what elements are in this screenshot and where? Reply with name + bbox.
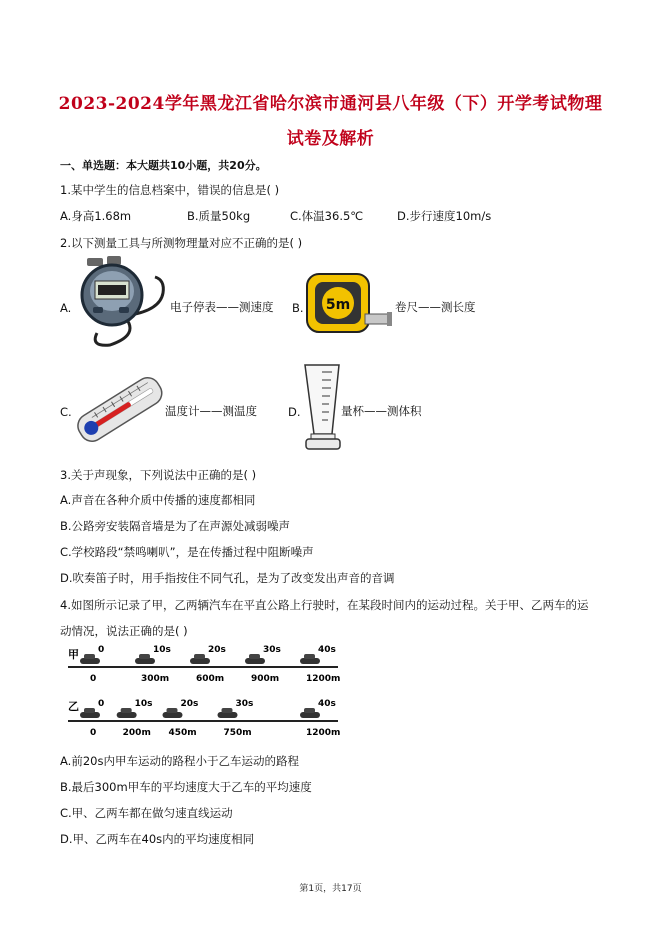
tape-measure-image <box>305 268 395 336</box>
question-4-option-b: B.最后300m甲车的平均速度大于乙车的平均速度 <box>60 780 312 794</box>
car-1-snapshot <box>300 654 320 664</box>
time-label: 30s <box>235 699 254 709</box>
time-label: 20s <box>180 699 199 709</box>
question-2-option-d-text: 量杯——测体积 <box>341 404 422 418</box>
distance-label: 200m <box>122 728 151 738</box>
question-3-option-d: D.吹奏笛子时，用手指按住不同气孔，是为了改变发出声音的音调 <box>60 571 395 585</box>
car-1-snapshot <box>80 654 100 664</box>
car-2-snapshot <box>300 708 320 718</box>
question-2-option-b-letter: B. <box>292 301 304 315</box>
question-2-option-a-text: 电子停表——测速度 <box>170 300 274 314</box>
distance-label: 1200m <box>306 728 341 738</box>
page-title-line1: 2023-2024学年黑龙江省哈尔滨市通河县八年级（下）开学考试物理 <box>58 94 603 114</box>
distance-label: 300m <box>141 674 170 684</box>
section-heading: 一、单选题：本大题共10小题，共20分。 <box>60 159 267 172</box>
car-2-snapshot <box>218 708 238 718</box>
car-motion-figure <box>68 644 348 746</box>
car-1-label: 甲 <box>68 648 79 661</box>
time-label: 40s <box>318 699 336 709</box>
distance-label: 600m <box>196 674 225 684</box>
question-2-option-c-text: 温度计——测温度 <box>165 404 257 418</box>
question-1-option-d: D.步行速度10m/s <box>397 209 492 223</box>
car-2-snapshot <box>80 708 100 718</box>
distance-label: 750m <box>223 728 252 738</box>
question-4-stem-line1: 4.如图所示记录了甲，乙两辆汽车在平直公路上行驶时，在某段时间内的运动过程。关于甲、乙两车的运 <box>60 598 589 612</box>
car-2-snapshot <box>163 708 183 718</box>
distance-label: 1200m <box>306 674 341 684</box>
tape-logo: 5m <box>325 297 351 313</box>
question-4-option-a: A.前20s内甲车运动的路程小于乙车运动的路程 <box>60 754 299 768</box>
time-label: 40s <box>318 645 336 655</box>
car-1-snapshot <box>245 654 265 664</box>
time-label: 20s <box>208 645 226 655</box>
question-2-stem: 2.以下测量工具与所测物理量对应不正确的是( ) <box>60 236 303 250</box>
question-3-option-a: A.声音在各种介质中传播的速度都相同 <box>60 493 256 507</box>
page-footer: 第1页，共17页 <box>299 884 362 894</box>
question-3-option-b: B.公路旁安装隔音墙是为了在声源处减弱噪声 <box>60 519 291 533</box>
question-4-stem-line2: 动情况，说法正确的是( ) <box>60 624 188 638</box>
distance-label: 0 <box>90 674 97 684</box>
time-label: 10s <box>153 645 171 655</box>
car-2-snapshot <box>117 708 137 718</box>
question-4-option-c: C.甲、乙两车都在做匀速直线运动 <box>60 806 233 820</box>
distance-label: 0 <box>90 728 97 738</box>
question-3-stem: 3.关于声现象，下列说法中正确的是( ) <box>60 468 257 482</box>
question-2-option-b-text: 卷尺——测长度 <box>395 300 476 314</box>
car-1-snapshot <box>190 654 210 664</box>
question-4-option-d: D.甲、乙两车在40s内的平均速度相同 <box>60 832 255 846</box>
question-1-stem: 1.某中学生的信息档案中，错误的信息是( ) <box>60 183 280 197</box>
car-1-snapshot <box>135 654 155 664</box>
measuring-cup-image <box>302 362 344 454</box>
distance-label: 900m <box>251 674 280 684</box>
question-1-option-c: C.体温36.5℃ <box>290 209 364 223</box>
time-label: 0 <box>98 645 105 655</box>
question-2-option-d-letter: D. <box>288 405 301 419</box>
car-2-label: 乙 <box>68 700 79 713</box>
thermometer-image <box>72 368 167 453</box>
time-label: 10s <box>134 699 153 709</box>
question-2-option-c-letter: C. <box>60 405 72 419</box>
stopwatch-image <box>75 255 170 350</box>
question-1-option-b: B.质量50kg <box>187 209 251 223</box>
question-3-option-c: C.学校路段“禁鸣喇叭”，是在传播过程中阻断噪声 <box>60 545 314 559</box>
distance-label: 450m <box>168 728 197 738</box>
time-label: 0 <box>98 699 105 709</box>
page-title-line2: 试卷及解析 <box>286 129 375 149</box>
time-label: 30s <box>263 645 281 655</box>
question-2-option-a-letter: A. <box>60 301 72 315</box>
question-1-option-a: A.身高1.68m <box>60 209 132 223</box>
